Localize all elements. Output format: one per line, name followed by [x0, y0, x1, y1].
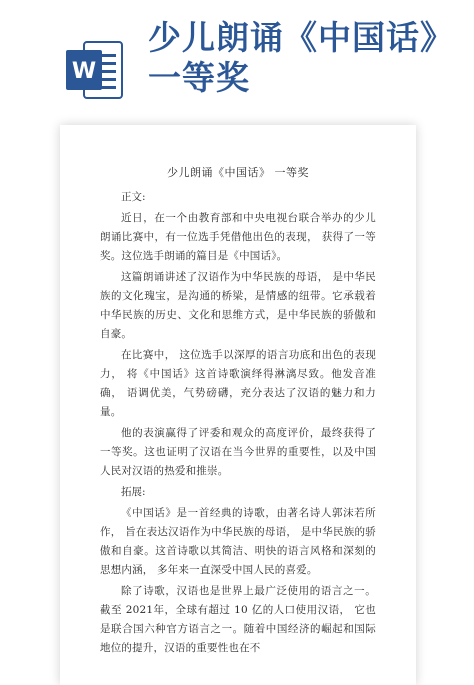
document-title: 少儿朗诵《中国话》 一等奖 [167, 166, 309, 179]
paragraph-2: 这篇朗诵讲述了汉语作为中华民族的母语， 是中华民族的文化瑰宝，是沟通的桥梁，是情感的纽带。它承载着中华民族的历史、文化和思维方式，是中华民族的骄傲和自豪。 [100, 271, 376, 340]
banner-title: 少儿朗诵《中国话》一等奖 [148, 18, 438, 97]
word-doc-icon [62, 38, 126, 102]
paragraph-3: 在比赛中， 这位选手以深厚的语言功底和出色的表现力， 将《中国话》这首诗歌演绎得淋漓尽致。他发音准确， 语调优美，气势磅礴，充分表达了汉语的魅力和力量。 [100, 349, 376, 418]
paragraph-4: 他的表演赢得了评委和观众的高度评价，最终获得了一等奖。这也证明了汉语在当今世界的重要性，以及中国人民对汉语的热爱和推崇。 [100, 427, 376, 477]
main-text-label: 正文: [121, 191, 146, 203]
extension-paragraph-2: 除了诗歌，汉语也是世界上最广泛使用的语言之一。截至 2021年，全球有超过 10 亿的人口使用汉语， 它也是联合国六种官方语言之一。随着中国经济的崛起和国际地位的提升，汉语的重要性也在不 [100, 585, 376, 654]
paragraph-1: 近日，在一个由教育部和中央电视台联合举办的少儿朗诵比赛中，有一位选手凭借他出色的表现， 获得了一等奖。这位选手朗诵的篇目是《中国话》。 [100, 212, 376, 262]
extension-paragraph-1: 《中国话》是一首经典的诗歌，由著名诗人郭沫若所作， 旨在表达汉语作为中华民族的母语， 是中华民族的骄傲和自豪。这首诗歌以其简洁、明快的语言风格和深刻的思想内涵， 多年来一直深受中国人民的喜爱。 [100, 507, 376, 576]
document-page [60, 125, 416, 685]
extension-label: 拓展: [121, 486, 146, 498]
app-letter: W [71, 59, 97, 84]
